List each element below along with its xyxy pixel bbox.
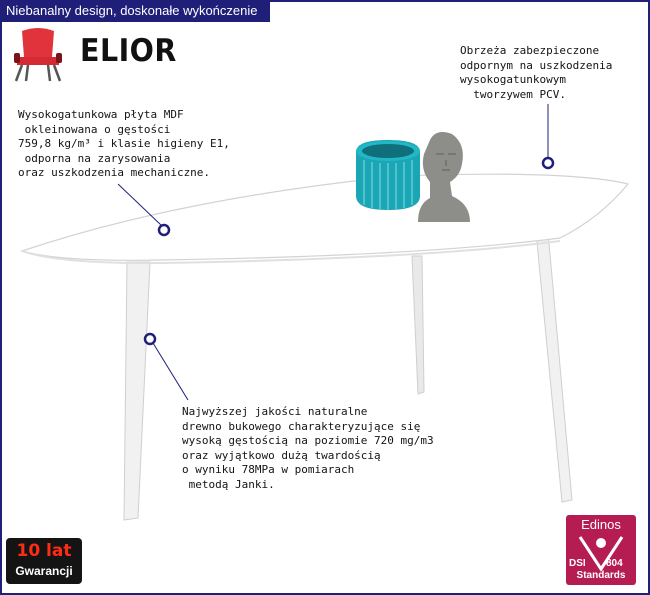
- edinos-number: 804: [606, 558, 623, 569]
- table-leg-front-left: [124, 262, 150, 520]
- edinos-dsi: DSI: [569, 558, 586, 569]
- decor-vase: [356, 140, 420, 210]
- note-beech-wood: Najwyższej jakości naturalne drewno bukowego charakteryzujące się wysoką gęstością na poziomie 720 mg/m3 oraz wyjątkowo dużą twardością o wyniku 78MPa w pomiarach metodą Janki.: [182, 405, 434, 491]
- edinos-badge: [566, 515, 636, 585]
- table-leg-back-left: [412, 256, 424, 394]
- table-leg-front-right: [536, 232, 572, 502]
- brand-name: ELIOR: [80, 33, 177, 69]
- warranty-label: Gwarancji: [15, 564, 73, 578]
- warranty-badge: [6, 538, 82, 584]
- marker-mdf: [159, 225, 169, 235]
- note-mdf-board: Wysokogatunkowa płyta MDF okleinowana o gęstości 759,8 kg/m³ i klasie higieny E1, odporna na zarysowania oraz uszkodzenia mechaniczne.: [18, 108, 230, 179]
- warranty-years: 10 lat: [16, 541, 72, 561]
- marker-edges: [543, 158, 553, 168]
- note-pcv-edges: Obrzeża zabezpieczone odpornym na uszkodzenia wysokogatunkowym tworzywem PCV.: [460, 44, 613, 101]
- marker-wood: [145, 334, 155, 344]
- edinos-standards: Standards: [576, 570, 626, 581]
- edinos-name: Edinos: [581, 517, 621, 532]
- header-title: Niebanalny design, doskonałe wykończenie: [6, 3, 258, 18]
